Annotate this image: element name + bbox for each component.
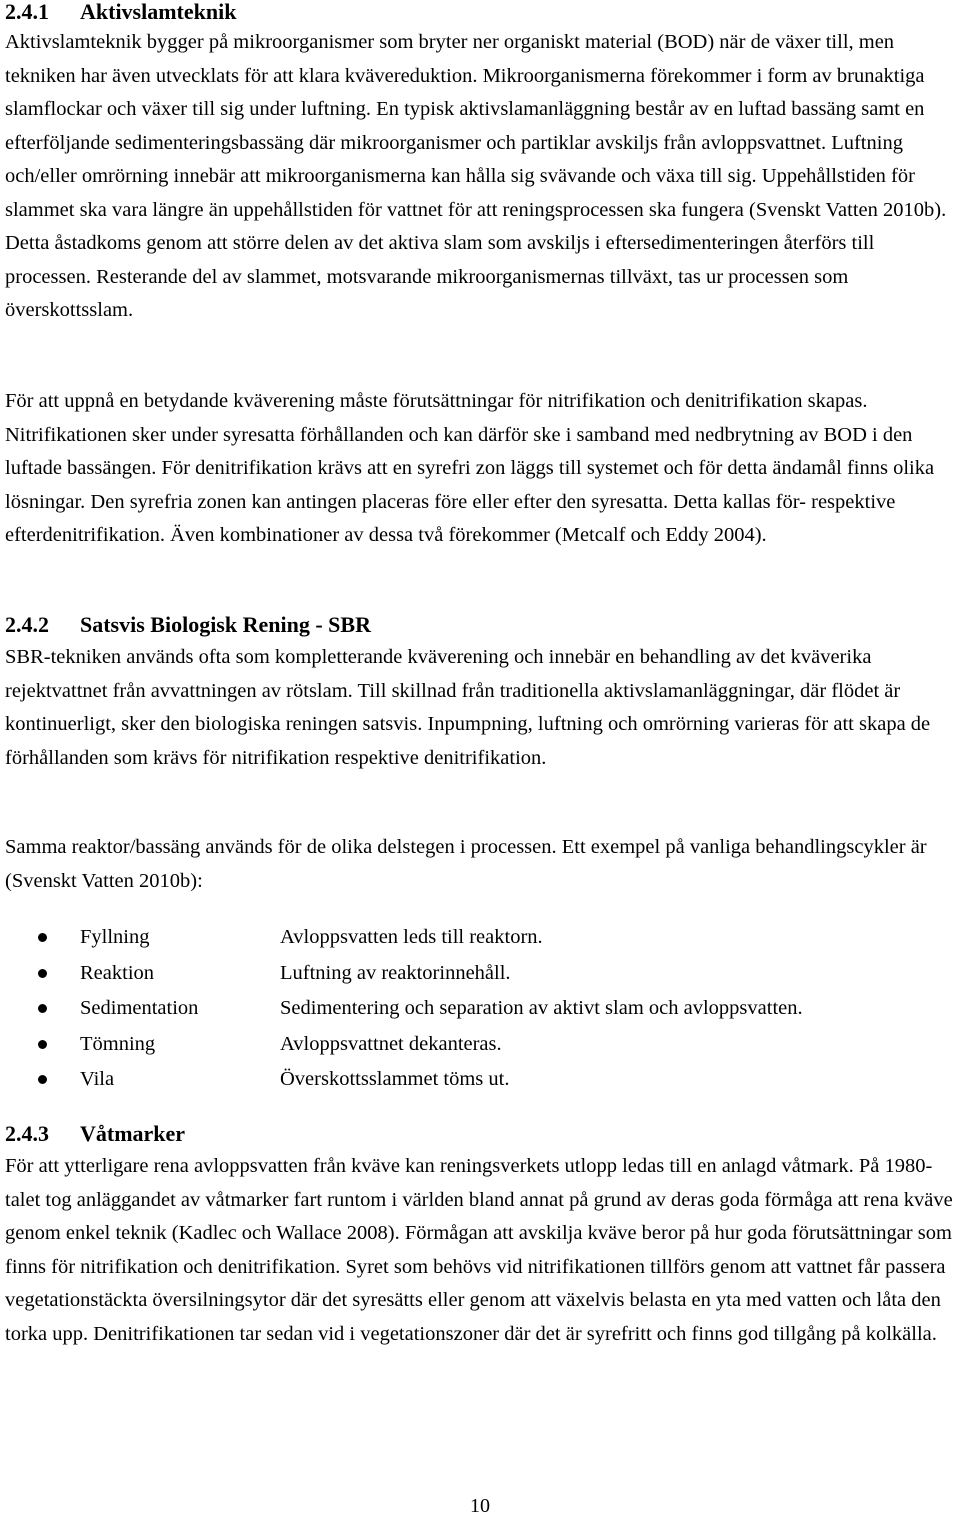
treatment-cycle-list [0,920,950,1098]
cycle-description: Avloppsvatten leds till reaktorn. [280,926,543,948]
section-number: 2.4.1 [5,0,49,24]
list-item [0,991,950,1027]
bullet-icon [38,933,47,942]
cycle-step: Fyllning [80,926,150,948]
list-item [0,1027,950,1063]
bullet-icon [38,1075,47,1084]
bullet-icon [38,969,47,978]
cycle-description: Överskottsslammet töms ut. [280,1068,510,1090]
list-item [0,920,950,956]
cycle-step: Reaktion [80,961,155,984]
section-heading [5,1122,185,1146]
section-number: 2.4.3 [5,1121,49,1146]
paragraph: För att uppnå en betydande kväverening måste förutsättningar för nitrifikation och denitrifikation skapas. Nitrifikationen sker under syresatta förhållanden och kan därför ske i samband med nedbrytning av BOD i den luftade bassängen. För denitrifikation krävs att en syrefri zon läggs till systemet och för detta ändamål finns olika lösningar. Den syrefria zonen kan antingen placeras före eller efter den syresatta. Detta kallas för- respektive efterdenitrifikation. Även kombinationer av dessa två förekommer (Metcalf och Eddy 2004). [5,390,935,546]
list-item [0,1062,950,1098]
section-number: 2.4.2 [5,612,49,637]
bullet-icon [38,1040,47,1049]
section-title: Våtmarker [80,1121,186,1146]
paragraph: Samma reaktor/bassäng används för de olika delstegen i processen. Ett exempel på vanliga behandlingscykler är (Svenskt Vatten 2010b): [5,836,927,892]
cycle-description: Sedimentering och separation av aktivt slam och avloppsvatten. [280,997,803,1019]
bullet-icon [38,1004,47,1013]
cycle-step: Sedimentation [80,997,199,1019]
cycle-description: Avloppsvattnet dekanteras. [280,1032,502,1055]
section-title: Satsvis Biologisk Rening - SBR [80,612,371,637]
section-heading [5,0,236,24]
paragraph: För att ytterligare rena avloppsvatten från kväve kan reningsverkets utlopp ledas till en anlagd våtmark. På 1980-talet tog anläggandet av våtmarker fart runtom i världen bland annat på grund av deras goda förmåga att rena kväve genom enkel teknik (Kadlec och Wallace 2008). Förmågan att avskilja kväve beror på hur goda förutsättningar som finns för nitrifikation och denitrifikation. Syret som behövs vid nitrifikationen tillförs genom att vattnet får passera vegetationstäckta översilningsytor där det syresätts eller genom att växelvis belasta en yta med vatten och låta den torka upp. Denitrifikationen tar sedan vid i vegetationszoner där det är syrefritt och finns god tillgång på kolkälla. [5,1155,953,1345]
paragraph: Aktivslamteknik bygger på mikroorganismer som bryter ner organiskt material (BOD) när de växer till, men tekniken har även utvecklats för att klara kvävereduktion. Mikroorganismerna förekommer i form av brunaktiga slamflockar och växer till sig under luftning. En typisk aktivslamanläggning består av en luftad bassäng samt en efterföljande sedimenteringsbassäng där mikroorganismer och partiklar avskiljs från avloppsvattnet. Luftning och/eller omrörning innebär att mikroorganismerna kan hålla sig svävande och växa till sig. Uppehållstiden för slammet ska vara längre än uppehållstiden för vattnet för att reningsprocessen ska fungera (Svenskt Vatten 2010b). Detta åstadkoms genom att större delen av det aktiva slam som avskiljs i eftersedimenteringen återförs till processen. Resterande del av slammet, motsvarande mikroorganismernas tillväxt, tas ur processen som överskottsslam. [5,31,947,321]
section-heading [5,613,371,637]
cycle-step: Vila [80,1068,115,1090]
section-title: Aktivslamteknik [80,0,237,24]
cycle-step: Tömning [80,1032,156,1055]
page-number: 10 [470,1495,490,1517]
cycle-description: Luftning av reaktorinnehåll. [280,961,511,984]
paragraph: SBR-tekniken används ofta som kompletterande kväverening och innebär en behandling av det kväverika rejektvattnet från avvattningen av rötslam. Till skillnad från traditionella aktivslamanläggningar, där flödet är kontinuerligt, sker den biologiska reningen satsvis. Inpumpning, luftning och omrörning varieras för att skapa de förhållanden som krävs för nitrifikation respektive denitrifikation. [5,646,931,769]
list-item [0,956,950,992]
